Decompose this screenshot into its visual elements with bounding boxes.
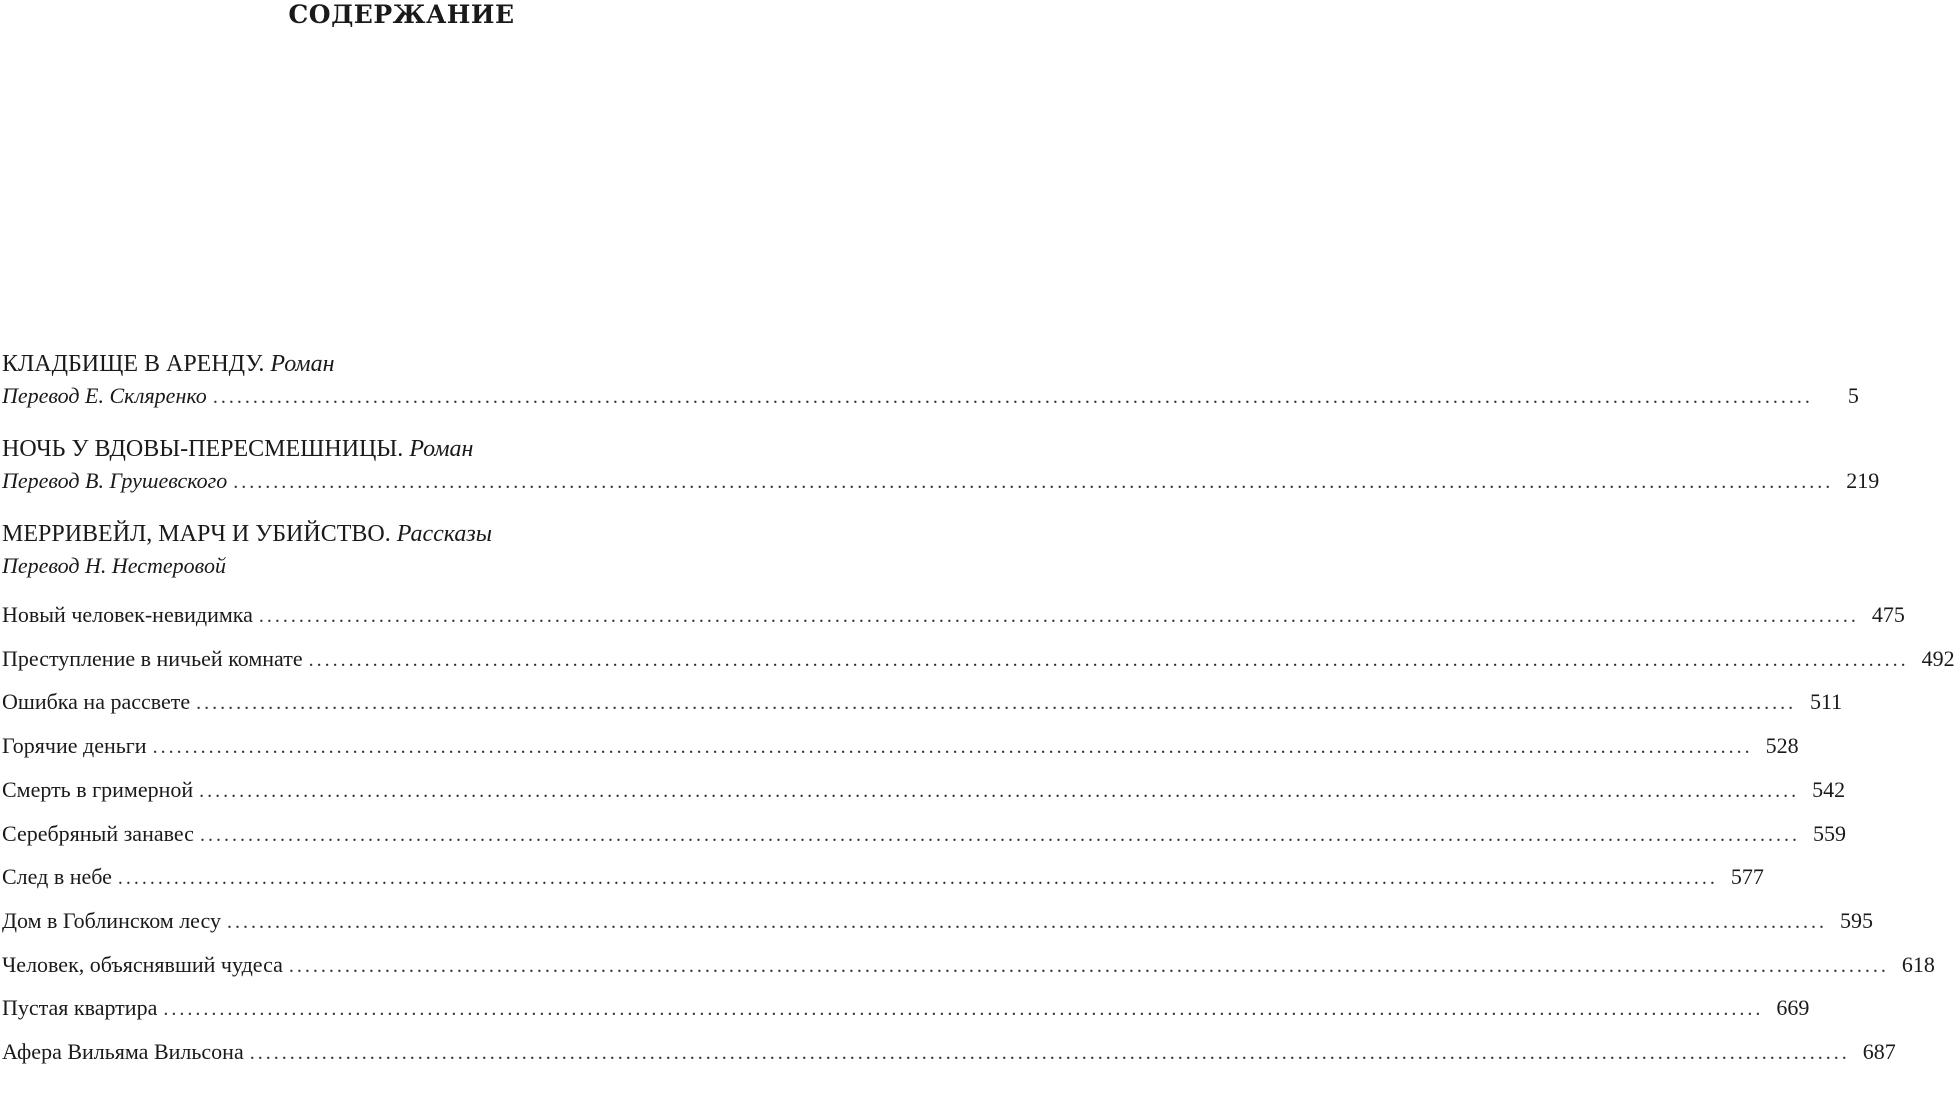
dot-leader: ........................................................................................................................................................................................................ xyxy=(226,910,1827,933)
dot-leader: ........................................................................................................................................................................................................ xyxy=(117,867,1718,890)
dot-leader: ........................................................................................................................................................................................................ xyxy=(152,736,1753,759)
story-title: Человек, объяснявший чудеса xyxy=(2,951,283,977)
story-list xyxy=(2,594,1955,1075)
story-title: Преступление в ничьей комнате xyxy=(2,645,303,671)
toc-entry[interactable] xyxy=(2,944,1935,988)
dot-leader: ........................................................................................................................................................................................................ xyxy=(288,954,1889,977)
toc-entry[interactable] xyxy=(2,638,1955,682)
section-title-text: КЛАДБИЩЕ В АРЕНДУ. xyxy=(2,351,265,377)
toc-entry[interactable] xyxy=(2,1031,1896,1075)
page-number: 559 xyxy=(1812,820,1846,846)
dot-leader: ........................................................................................................................................................................................................ xyxy=(258,605,1859,627)
toc-entry[interactable] xyxy=(2,813,1846,857)
section-title-text: НОЧЬ У ВДОВЫ-ПЕРЕСМЕШНИЦЫ. xyxy=(2,436,404,462)
dot-leader: ........................................................................................................................................................................................................ xyxy=(163,998,1764,1021)
toc-entry[interactable] xyxy=(2,856,1764,900)
story-title: Пустая квартира xyxy=(2,995,158,1021)
toc-entry[interactable] xyxy=(2,380,1859,413)
page-number: 5 xyxy=(1847,383,1859,408)
dot-leader: ........................................................................................................................................................................................................ xyxy=(308,648,1909,671)
dot-leader: ........................................................................................................................................................................................................ xyxy=(233,471,1834,493)
toc-entry[interactable] xyxy=(2,681,1843,725)
page-number: 687 xyxy=(1862,1039,1896,1065)
page-number: 492 xyxy=(1921,645,1955,671)
toc-entry[interactable] xyxy=(2,987,1810,1031)
page-number: 528 xyxy=(1765,733,1799,759)
page-number: 595 xyxy=(1839,907,1873,933)
page-number: 577 xyxy=(1730,864,1764,890)
section-genre: Роман xyxy=(270,351,335,377)
story-title: След в небе xyxy=(2,864,112,890)
page-number: 669 xyxy=(1776,995,1810,1021)
story-title: Горячие деньги xyxy=(2,733,147,759)
toc-entry[interactable] xyxy=(2,465,1880,498)
dot-leader: ........................................................................................................................................................................................................ xyxy=(199,823,1800,846)
section-genre: Рассказы xyxy=(396,521,492,547)
dot-leader: ........................................................................................................................................................................................................ xyxy=(199,779,1800,802)
story-title: Новый человек-невидимка xyxy=(2,602,253,627)
dot-leader: ........................................................................................................................................................................................................ xyxy=(212,386,1813,408)
toc-entry[interactable] xyxy=(2,769,1846,813)
page-heading: СОДЕРЖАНИЕ xyxy=(288,0,515,29)
translator-credit: Перевод Н. Нестеровой xyxy=(2,553,226,578)
dot-leader: ........................................................................................................................................................................................................ xyxy=(249,1042,1850,1065)
section-genre: Роман xyxy=(409,436,474,462)
toc-entry[interactable] xyxy=(2,725,1799,769)
toc-entry[interactable] xyxy=(2,900,1873,944)
toc-section-1 xyxy=(2,348,1859,413)
story-title: Дом в Гоблинском лесу xyxy=(2,907,221,933)
page-number: 542 xyxy=(1812,776,1846,802)
section-title-text: МЕРРИВЕЙЛ, МАРЧ И УБИЙСТВО. xyxy=(2,521,391,547)
toc-section-3 xyxy=(2,518,1955,1075)
page-number: 618 xyxy=(1901,951,1935,977)
toc-section-2 xyxy=(2,433,1880,498)
toc-entry[interactable] xyxy=(2,594,1905,638)
table-of-contents xyxy=(2,348,1955,1095)
story-title: Афера Вильяма Вильсона xyxy=(2,1039,244,1065)
page-number: 475 xyxy=(1871,602,1905,627)
dot-leader: ........................................................................................................................................................................................................ xyxy=(196,692,1797,715)
story-title: Смерть в гримерной xyxy=(2,776,194,802)
translator-credit: Перевод Е. Скляренко xyxy=(2,383,207,408)
page-number: 219 xyxy=(1846,468,1880,493)
page-number: 511 xyxy=(1809,689,1843,715)
section-title xyxy=(2,518,803,550)
story-title: Ошибка на рассвете xyxy=(2,689,191,715)
section-title xyxy=(2,348,803,380)
section-title xyxy=(2,433,803,465)
translator-credit: Перевод В. Грушевского xyxy=(2,468,228,493)
story-title: Серебряный занавес xyxy=(2,820,194,846)
